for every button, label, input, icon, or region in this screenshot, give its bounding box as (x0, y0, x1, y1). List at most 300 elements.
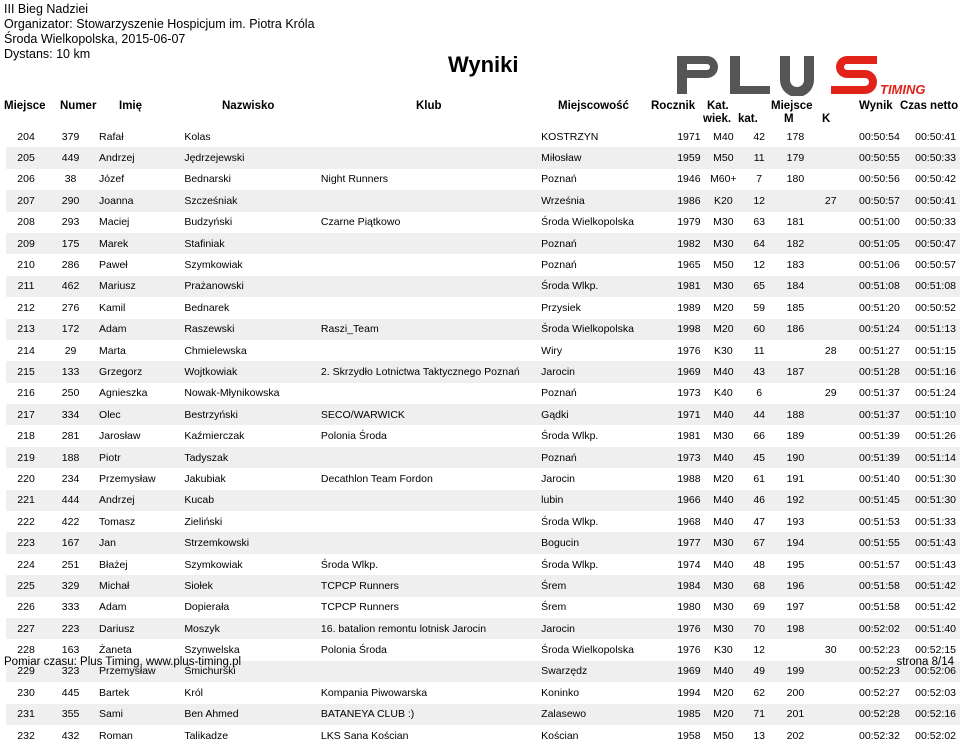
cell-place-m (776, 190, 814, 211)
cell-place: 217 (6, 404, 46, 425)
cell-city: KOSTRZYN (541, 130, 599, 143)
cell-first-name: Agnieszka (99, 387, 148, 400)
cell-cat-place: 12 (742, 190, 776, 211)
cell-number: 334 (46, 404, 95, 425)
cell-place: 204 (17, 130, 35, 143)
cell-last-name: Ben Ahmed (180, 704, 317, 725)
cell-club (317, 297, 537, 318)
cell-net-time: 00:51:42 (904, 575, 960, 596)
cell-category: M40 (705, 404, 743, 425)
cell-year: 1986 (648, 190, 705, 211)
cell-club (317, 276, 537, 297)
cell-place: 226 (17, 601, 35, 614)
page-number: strona 8/14 (896, 656, 954, 668)
cell-number: 444 (46, 490, 95, 511)
cell-club: Kompania Piwowarska (320, 686, 428, 699)
cell-place: 205 (6, 147, 46, 168)
cell-number: 167 (46, 532, 95, 553)
cell-last-name: Nowak-Młynikowska (184, 387, 280, 400)
cell-place-m: 185 (786, 301, 805, 314)
cell-result: 00:51:40 (858, 472, 900, 485)
cell-number: 329 (46, 575, 95, 596)
cell-cat-place: 64 (742, 233, 776, 254)
cell-place-m: 184 (776, 276, 814, 297)
cell-place: 214 (17, 344, 35, 357)
table-row (6, 725, 960, 746)
cell-place: 220 (17, 472, 35, 485)
cell-net-time: 00:52:06 (904, 661, 960, 682)
cell-net-time: 00:51:30 (915, 472, 956, 485)
col-nazwisko: Nazwisko (222, 100, 275, 112)
cell-cat-place: 49 (742, 661, 776, 682)
cell-place-m (776, 383, 814, 404)
cell-place-k (815, 319, 847, 340)
cell-cat-place: 69 (753, 601, 766, 614)
cell-year: 1973 (677, 387, 701, 400)
event-info (4, 2, 315, 62)
table-row (6, 190, 960, 211)
cell-category: M30 (713, 216, 734, 229)
cell-result: 00:50:55 (847, 147, 904, 168)
cell-number: 293 (61, 216, 80, 229)
table-row (6, 468, 960, 489)
cell-first-name: Andrzej (95, 147, 180, 168)
cell-place-m: 186 (776, 319, 814, 340)
cell-club (317, 340, 537, 361)
cell-place-k (815, 425, 847, 446)
cell-place: 221 (6, 490, 46, 511)
cell-cat-place: 66 (753, 430, 766, 443)
cell-net-time: 00:51:43 (904, 532, 960, 553)
cell-place-m: 192 (776, 490, 814, 511)
cell-year: 1977 (648, 532, 705, 553)
cell-category: M30 (705, 575, 743, 596)
cell-cat-place: 13 (753, 729, 766, 742)
cell-category: M40 (705, 447, 743, 468)
col-miejsce: Miejsce (4, 100, 46, 112)
cell-place-k (815, 147, 847, 168)
cell-last-name: Szymkowiak (184, 558, 243, 571)
cell-net-time: 00:52:15 (915, 644, 956, 657)
cell-city: Koninko (541, 686, 580, 699)
cell-last-name: Siołek (180, 575, 317, 596)
cell-cat-place: 42 (753, 130, 766, 143)
cell-year: 1982 (648, 233, 705, 254)
cell-city: Środa Wielkopolska (541, 644, 634, 657)
cell-first-name: Michał (95, 575, 180, 596)
table-row (6, 554, 960, 575)
cell-category: M50 (705, 147, 743, 168)
cell-last-name: Jakubiak (184, 472, 226, 485)
table-row (6, 575, 960, 596)
page-title: Wyniki (448, 52, 519, 77)
cell-club: SECO/WARWICK (317, 404, 537, 425)
cell-place-m: 198 (776, 618, 814, 639)
cell-city: Środa Wlkp. (541, 558, 599, 571)
cell-category: M40 (705, 361, 743, 382)
cell-first-name: Olec (95, 404, 180, 425)
cell-net-time: 00:51:42 (915, 601, 956, 614)
cell-city: Śrem (537, 575, 648, 596)
cell-year: 1984 (648, 575, 705, 596)
col-m: M (784, 113, 794, 125)
cell-year: 1985 (648, 704, 705, 725)
cell-last-name: Wojtkowiak (180, 361, 317, 382)
cell-number: 379 (61, 130, 80, 143)
cell-club (317, 254, 537, 275)
cell-city: Środa Wielkopolska (541, 216, 634, 229)
cell-number: 355 (46, 704, 95, 725)
cell-city: Jarocin (537, 361, 648, 382)
cell-last-name: Strzemkowski (180, 532, 317, 553)
cell-place: 216 (17, 387, 35, 400)
cell-first-name: Jan (95, 532, 180, 553)
cell-first-name: Tomasz (99, 515, 136, 528)
cell-city: Poznań (541, 387, 577, 400)
event-distance: Dystans: 10 km (4, 47, 91, 61)
cell-cat-place: 63 (753, 216, 766, 229)
cell-category: M40 (713, 515, 734, 528)
cell-result: 00:51:45 (847, 490, 904, 511)
col-kat-bottom: wiek. (703, 113, 732, 125)
table-row (6, 126, 960, 147)
cell-city: Poznań (537, 233, 648, 254)
cell-year: 1971 (677, 130, 701, 143)
plus-timing-logo (672, 50, 952, 101)
cell-last-name: Tadyszak (180, 447, 317, 468)
cell-year: 1971 (648, 404, 705, 425)
cell-number: 276 (61, 301, 80, 314)
cell-club (317, 532, 537, 553)
col-k: K (822, 113, 831, 125)
cell-number: 251 (61, 558, 80, 571)
cell-year: 1969 (648, 361, 705, 382)
cell-result: 00:51:28 (847, 361, 904, 382)
cell-place: 230 (17, 686, 35, 699)
cell-cat-place: 65 (742, 276, 776, 297)
cell-number: 432 (61, 729, 80, 742)
cell-city: Jarocin (537, 618, 648, 639)
table-row (6, 511, 960, 532)
cell-cat-place: 62 (753, 686, 766, 699)
cell-first-name: Maciej (99, 216, 130, 229)
cell-first-name: Paweł (99, 259, 128, 272)
cell-cat-place: 45 (742, 447, 776, 468)
cell-result: 00:52:28 (847, 704, 904, 725)
cell-club: LKS Sana Kościan (320, 729, 409, 742)
cell-place-m: 181 (786, 216, 805, 229)
cell-net-time: 00:51:26 (915, 430, 956, 443)
cell-net-time: 00:51:15 (915, 344, 956, 357)
cell-result: 00:50:57 (847, 190, 904, 211)
cell-last-name: Bednarski (184, 173, 232, 186)
cell-number: 462 (46, 276, 95, 297)
cell-net-time: 00:50:52 (915, 301, 956, 314)
cell-year: 1966 (648, 490, 705, 511)
cell-result: 00:51:27 (858, 344, 900, 357)
cell-cat-place: 12 (753, 259, 766, 272)
cell-place-k (815, 169, 847, 190)
cell-net-time: 00:52:16 (904, 704, 960, 725)
cell-club (317, 511, 537, 532)
table-row (6, 383, 960, 404)
cell-place-k (815, 468, 847, 489)
cell-result: 00:51:57 (858, 558, 900, 571)
cell-place: 227 (6, 618, 46, 639)
cell-place-m: 202 (786, 729, 805, 742)
cell-club: Polonia Środa (320, 644, 387, 657)
cell-place: 231 (6, 704, 46, 725)
cell-place-m: 193 (786, 515, 805, 528)
cell-last-name: Prażanowski (180, 276, 317, 297)
cell-city: Zalasewo (537, 704, 648, 725)
event-name: III Bieg Nadziei (4, 2, 89, 16)
table-row (6, 682, 960, 703)
cell-place-m: 200 (786, 686, 805, 699)
cell-number: 188 (46, 447, 95, 468)
cell-category: M20 (713, 686, 734, 699)
cell-place: 219 (6, 447, 46, 468)
cell-place-m: 194 (776, 532, 814, 553)
cell-place-m: 196 (776, 575, 814, 596)
cell-year: 1958 (677, 729, 701, 742)
cell-place-m: 178 (786, 130, 805, 143)
cell-first-name: Przemysław (99, 472, 156, 485)
table-row (6, 340, 960, 361)
cell-city: lubin (537, 490, 648, 511)
cell-year: 1981 (648, 276, 705, 297)
cell-last-name: Szynwelska (184, 644, 240, 657)
cell-result: 00:51:37 (858, 387, 900, 400)
cell-city: Miłosław (537, 147, 648, 168)
cell-net-time: 00:50:33 (904, 147, 960, 168)
cell-place: 223 (6, 532, 46, 553)
cell-result: 00:51:24 (847, 319, 904, 340)
cell-city: Śrem (541, 601, 567, 614)
cell-place-k (815, 126, 847, 147)
cell-place: 232 (17, 729, 35, 742)
cell-club: Night Runners (320, 173, 389, 186)
cell-place-m: 183 (786, 259, 805, 272)
cell-place: 211 (6, 276, 46, 297)
cell-year: 1946 (677, 173, 701, 186)
cell-first-name: Grzegorz (95, 361, 180, 382)
cell-club: Raszi_Team (317, 319, 537, 340)
cell-last-name: Chmielewska (184, 344, 247, 357)
cell-category: M30 (713, 430, 734, 443)
cell-number: 234 (61, 472, 80, 485)
cell-result: 00:52:23 (858, 644, 900, 657)
cell-year: 1974 (677, 558, 701, 571)
table-row (6, 425, 960, 446)
cell-category: M20 (705, 319, 743, 340)
cell-place: 218 (17, 430, 35, 443)
cell-cat-place: 70 (742, 618, 776, 639)
cell-cat-place: 71 (742, 704, 776, 725)
cell-year: 1965 (677, 259, 701, 272)
cell-place-k (815, 511, 847, 532)
cell-last-name: Kaźmierczak (184, 430, 245, 443)
cell-place-m: 197 (786, 601, 805, 614)
cell-place-k (815, 704, 847, 725)
cell-city: Poznań (541, 259, 577, 272)
cell-result: 00:51:06 (858, 259, 900, 272)
cell-result: 00:52:27 (858, 686, 900, 699)
cell-result: 00:51:00 (858, 216, 900, 229)
cell-year: 1968 (677, 515, 701, 528)
cell-place: 212 (17, 301, 35, 314)
cell-result: 00:51:55 (847, 532, 904, 553)
cell-first-name: Roman (99, 729, 133, 742)
cell-city: Swarzędz (537, 661, 648, 682)
table-row (6, 404, 960, 425)
cell-club: TCPCP Runners (320, 601, 399, 614)
cell-cat-place: 6 (756, 387, 763, 400)
cell-first-name: Bartek (99, 686, 130, 699)
cell-club: 2. Skrzydło Lotnictwa Taktycznego Poznań (317, 361, 537, 382)
cell-place-m: 188 (776, 404, 814, 425)
cell-net-time: 00:50:33 (915, 216, 956, 229)
cell-last-name: Kucab (180, 490, 317, 511)
table-row (6, 212, 960, 233)
cell-result: 00:51:20 (858, 301, 900, 314)
cell-club (317, 233, 537, 254)
cell-category: M50 (713, 259, 734, 272)
col-kat-label: kat. (738, 113, 758, 125)
cell-cat-place: 46 (742, 490, 776, 511)
cell-club: 16. batalion remontu lotnisk Jarocin (317, 618, 537, 639)
cell-category: M40 (705, 661, 743, 682)
cell-category: M20 (705, 704, 743, 725)
cell-first-name: Sami (95, 704, 180, 725)
cell-net-time: 00:52:02 (915, 729, 956, 742)
cell-place: 206 (17, 173, 35, 186)
cell-number: 333 (61, 601, 80, 614)
cell-place-k (815, 490, 847, 511)
cell-result: 00:51:53 (858, 515, 900, 528)
cell-last-name: Zieliński (184, 515, 223, 528)
col-kat-top: Kat. (707, 100, 729, 112)
cell-last-name: Szcześniak (180, 190, 317, 211)
cell-last-name: Bednarek (184, 301, 230, 314)
cell-result: 00:52:32 (858, 729, 900, 742)
cell-place: 208 (17, 216, 35, 229)
cell-year: 1989 (677, 301, 701, 314)
cell-number: 445 (61, 686, 80, 699)
cell-net-time: 00:50:47 (904, 233, 960, 254)
cell-last-name: Śmichurski (180, 661, 317, 682)
cell-net-time: 00:50:41 (904, 190, 960, 211)
cell-net-time: 00:50:42 (915, 173, 956, 186)
col-klub: Klub (416, 100, 442, 112)
cell-first-name: Kamil (99, 301, 126, 314)
cell-cat-place: 11 (753, 344, 765, 357)
cell-net-time: 00:50:41 (915, 130, 956, 143)
cell-club (317, 490, 537, 511)
cell-number: 163 (61, 644, 80, 657)
cell-year: 1988 (677, 472, 701, 485)
cell-place-k (815, 276, 847, 297)
cell-city: Poznań (541, 173, 577, 186)
results-table (6, 126, 960, 746)
cell-net-time: 00:51:13 (904, 319, 960, 340)
cell-last-name: Budzyński (184, 216, 233, 229)
table-row (6, 361, 960, 382)
cell-place-m: 189 (786, 430, 805, 443)
cell-place: 215 (6, 361, 46, 382)
svg-text:TIMING: TIMING (880, 82, 926, 96)
table-row (6, 254, 960, 275)
cell-city: Poznań (537, 447, 648, 468)
cell-result: 00:51:39 (847, 447, 904, 468)
cell-place-k (815, 661, 847, 682)
cell-result: 00:51:39 (858, 430, 900, 443)
cell-place-k (815, 447, 847, 468)
cell-place-k (815, 554, 847, 575)
cell-first-name: Józef (99, 173, 125, 186)
cell-city: Środa Wielkopolska (537, 319, 648, 340)
cell-number: 172 (46, 319, 95, 340)
cell-last-name: Bestrzyński (180, 404, 317, 425)
cell-club: Decathlon Team Fordon (320, 472, 433, 485)
cell-place-m: 187 (776, 361, 814, 382)
cell-club: Czarne Piątkowo (320, 216, 401, 229)
cell-club: TCPCP Runners (317, 575, 537, 596)
cell-category: M30 (713, 601, 734, 614)
col-miejscowosc: Miejscowość (558, 100, 629, 112)
cell-category: M30 (705, 618, 743, 639)
cell-first-name: Przemysław (95, 661, 180, 682)
cell-year: 1994 (677, 686, 701, 699)
cell-place: 209 (6, 233, 46, 254)
cell-year: 1980 (677, 601, 701, 614)
col-numer: Numer (60, 100, 97, 112)
table-row (6, 319, 960, 340)
cell-place-m (776, 639, 814, 660)
cell-result: 00:51:58 (858, 601, 900, 614)
cell-place: 207 (6, 190, 46, 211)
cell-number: 290 (46, 190, 95, 211)
cell-year: 1976 (648, 618, 705, 639)
cell-number: 281 (61, 430, 80, 443)
table-row (6, 618, 960, 639)
cell-club: Środa Wlkp. (320, 558, 379, 571)
cell-year: 1981 (677, 430, 701, 443)
cell-net-time: 00:52:03 (915, 686, 956, 699)
cell-place-k (815, 212, 847, 233)
cell-cat-place: 7 (756, 173, 763, 186)
cell-year: 1976 (677, 644, 701, 657)
cell-first-name: Mariusz (95, 276, 180, 297)
cell-category: M40 (705, 490, 743, 511)
col-czas-netto: Czas netto (900, 100, 959, 112)
cell-club: BATANEYA CLUB :) (317, 704, 537, 725)
cell-city: Gądki (537, 404, 648, 425)
cell-place: 228 (17, 644, 35, 657)
cell-place-k: 30 (824, 644, 837, 657)
cell-place-k (815, 404, 847, 425)
cell-number: 422 (61, 515, 80, 528)
cell-category: M40 (713, 130, 734, 143)
cell-city: Środa Wlkp. (541, 515, 599, 528)
cell-city: Bogucin (537, 532, 648, 553)
cell-place: 225 (6, 575, 46, 596)
cell-city: Przysiek (541, 301, 581, 314)
cell-number: 133 (46, 361, 95, 382)
cell-net-time: 00:51:14 (904, 447, 960, 468)
cell-result: 00:51:37 (847, 404, 904, 425)
cell-place-m: 180 (786, 173, 805, 186)
